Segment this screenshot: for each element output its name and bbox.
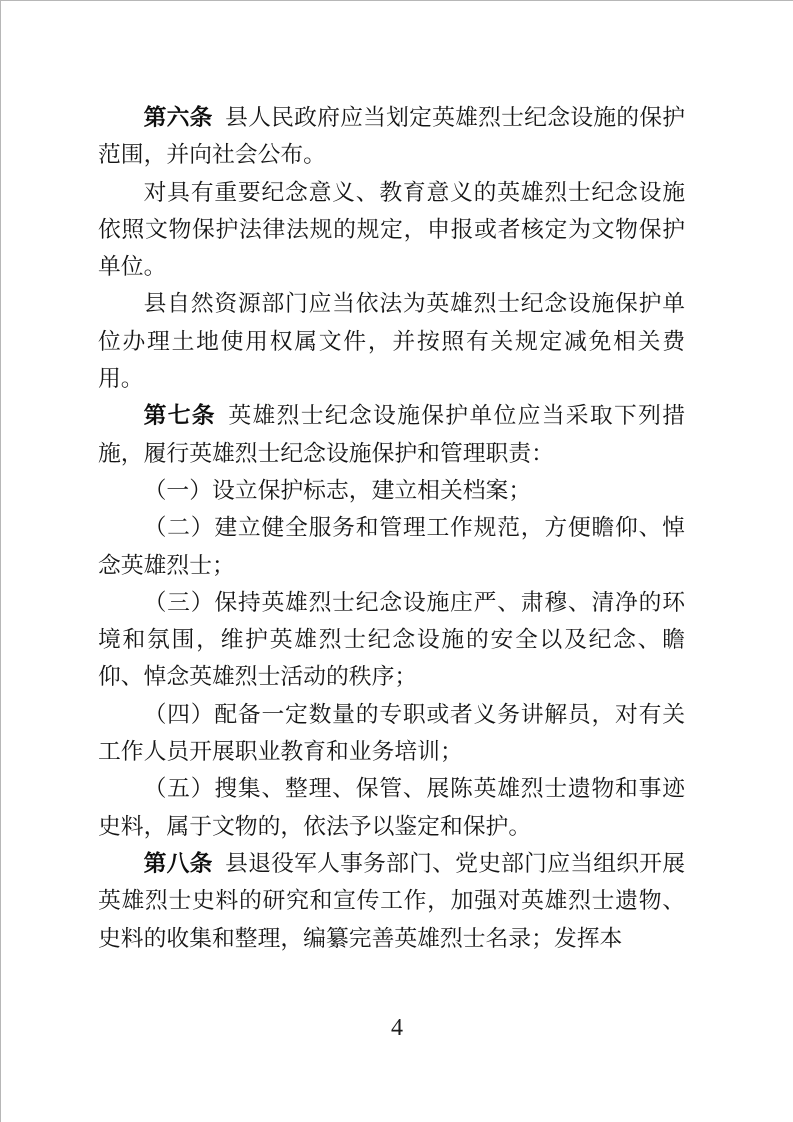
page-number: 4 (391, 1015, 403, 1041)
article-7-item-4 (98, 697, 685, 772)
article-8-number: 第八条 (143, 850, 213, 877)
article-7-item-3-text: （三）保持英雄烈士纪念设施庄严、肃穆、清净的环境和氛围，维护英雄烈士纪念设施的安全以及纪念、瞻仰、悼念英雄烈士活动的秩序； (98, 589, 685, 691)
article-6-clause-2 (98, 175, 685, 287)
article-8-text: 县退役军人事务部门、党史部门应当组织开展英雄烈士史料的研究和宣传工作，加强对英雄烈士遗物、史料的收集和整理，编纂完善英雄烈士名录；发挥本 (98, 850, 686, 952)
article-7-item-3 (98, 585, 685, 697)
article-6-clause-2-text: 对具有重要纪念意义、教育意义的英雄烈士纪念设施依照文物保护法律法规的规定，申报或者核定为文物保护单位。 (98, 179, 685, 281)
article-7-paragraph (98, 398, 685, 473)
article-7-item-2-text: （二）建立健全服务和管理工作规范，方便瞻仰、悼念英雄烈士； (98, 515, 685, 579)
article-7-item-1 (98, 473, 685, 510)
article-6-clause-3-text: 县自然资源部门应当依法为英雄烈士纪念设施保护单位办理土地使用权属文件，并按照有关规定减免相关费用。 (98, 291, 685, 393)
article-7-item-5-text: （五）搜集、整理、保管、展陈英雄烈士遗物和事迹史料，属于文物的，依法予以鉴定和保护。 (98, 776, 685, 840)
article-7-item-5 (98, 771, 685, 846)
document-body (98, 100, 685, 958)
article-7-number: 第七条 (143, 403, 216, 430)
article-7-item-4-text: （四）配备一定数量的专职或者义务讲解员，对有关工作人员开展职业教育和业务培训； (98, 701, 685, 766)
article-6-clause-3 (98, 286, 685, 398)
article-6-number: 第六条 (143, 105, 213, 131)
article-8-paragraph (98, 846, 685, 958)
article-7-item-2 (98, 510, 685, 585)
article-7-text: 英雄烈士纪念设施保护单位应当采取下列措施，履行英雄烈士纪念设施保护和管理职责： (98, 403, 685, 467)
article-6-paragraph (98, 100, 685, 175)
article-7-item-1-text: （一）设立保护标志，建立相关档案； (143, 477, 532, 504)
article-6-text: 县人民政府应当划定英雄烈士纪念设施的保护范围，并向社会公布。 (98, 105, 686, 169)
